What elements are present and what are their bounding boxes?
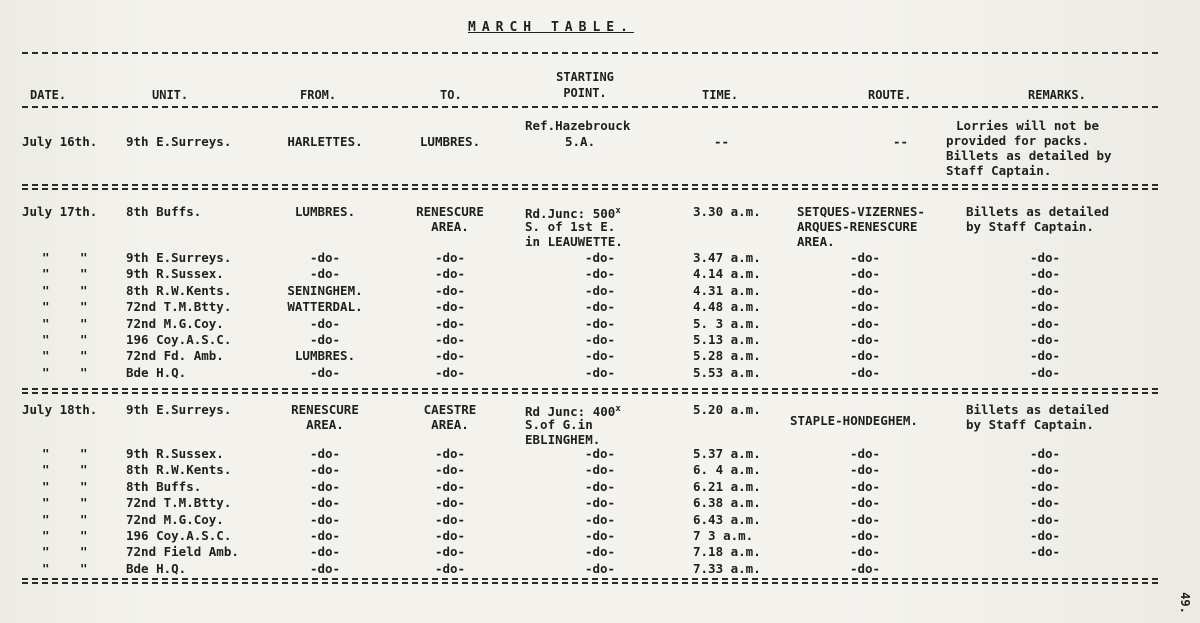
start-cell: -do- <box>584 528 616 543</box>
remarks-line-2: by Staff Captain. <box>966 417 1094 432</box>
unit-cell: 196 Coy.A.S.C. <box>126 332 232 347</box>
time-cell: 4.48 a.m. <box>693 299 761 315</box>
header-starting: STARTING <box>556 70 614 84</box>
to-cell: -do- <box>434 315 466 331</box>
unit-cell: 8th Buffs. <box>126 478 202 494</box>
header-point: POINT. <box>563 86 607 100</box>
ditto-mark-date-2: " <box>80 478 88 494</box>
ditto-mark-date-2: " <box>80 544 88 560</box>
to-cell: -do- <box>434 364 466 380</box>
route-cell: -do- <box>849 282 881 298</box>
ditto-mark-date: " <box>42 560 50 576</box>
time-cell: 5.37 a.m. <box>693 446 761 461</box>
remarks-cell: -do- <box>1029 315 1061 331</box>
time-cell: 6.43 a.m. <box>693 511 761 527</box>
start-cell: -do- <box>584 478 616 494</box>
unit-cell: 72nd Field Amb. <box>126 544 239 560</box>
ditto-mark-date: " <box>42 528 50 543</box>
remarks-cell: -do- <box>1029 282 1061 298</box>
unit-cell: Bde H.Q. <box>126 560 187 576</box>
ditto-mark-date: " <box>42 446 50 461</box>
remarks-line-4: Staff Captain. <box>946 163 1052 178</box>
remarks-cell: -do- <box>1029 495 1061 511</box>
remarks-cell: -do- <box>1029 528 1061 543</box>
start-cell: -do- <box>584 348 616 364</box>
start-line-1: Ref.Hazebrouck <box>525 118 631 133</box>
from-line-2: AREA. <box>306 417 344 432</box>
to-line-2: AREA. <box>431 219 469 234</box>
from-cell: -do- <box>309 495 341 511</box>
from-cell: -do- <box>309 511 341 527</box>
route-cell: -do- <box>849 266 881 282</box>
header-time: TIME. <box>702 88 739 102</box>
start-cell: -do- <box>584 446 616 461</box>
remarks-cell: -do- <box>1029 332 1061 347</box>
header-date: DATE. <box>30 88 67 102</box>
start-cell: -do- <box>584 544 616 560</box>
ditto-mark-date: " <box>42 544 50 560</box>
from-cell: -do- <box>309 315 341 331</box>
remarks-cell: -do- <box>1029 364 1061 380</box>
route-line-1: SETQUES-VIZERNES- <box>797 204 925 219</box>
ditto-mark-date: " <box>42 315 50 331</box>
ditto-mark-date: " <box>42 495 50 511</box>
time-cell: 7 3 a.m. <box>693 528 754 543</box>
unit-cell: 9th R.Sussex. <box>126 446 224 461</box>
route-cell: -do- <box>849 348 881 364</box>
to-cell: -do- <box>434 495 466 511</box>
ditto-mark-date: " <box>42 348 50 364</box>
ditto-mark-date: " <box>42 364 50 380</box>
start-cell: -do- <box>584 315 616 331</box>
ditto-mark-date-2: " <box>80 528 88 543</box>
start-superscript: x <box>615 404 621 414</box>
to-cell: -do- <box>434 528 466 543</box>
remarks-cell: -do- <box>1029 250 1061 265</box>
to-line-1: CAESTRE <box>423 402 477 417</box>
start-line-3: in LEAUWETTE. <box>525 234 623 249</box>
to-cell: -do- <box>434 282 466 298</box>
route-cell: -do- <box>849 332 881 347</box>
time-cell: 6.38 a.m. <box>693 495 761 511</box>
route-cell: -do- <box>849 364 881 380</box>
time-cell: 4.31 a.m. <box>693 282 761 298</box>
date-cell: July 17th. <box>22 204 98 219</box>
ditto-mark-date: " <box>42 299 50 315</box>
unit-cell: 9th E.Surreys. <box>126 402 232 417</box>
route-cell: -do- <box>849 250 881 265</box>
to-cell: -do- <box>434 332 466 347</box>
ditto-mark-date: " <box>42 462 50 478</box>
route-cell: -do- <box>849 299 881 315</box>
header-divider <box>22 106 1158 108</box>
to-cell: -do- <box>434 348 466 364</box>
start-cell: -do- <box>584 560 616 576</box>
remarks-line-1: Billets as detailed <box>966 402 1109 417</box>
to-cell: -do- <box>434 511 466 527</box>
unit-cell: 9th R.Sussex. <box>126 266 224 282</box>
to-cell: LUMBRES. <box>419 134 481 149</box>
to-cell: -do- <box>434 560 466 576</box>
ditto-mark-date-2: " <box>80 250 88 265</box>
unit-cell: 8th R.W.Kents. <box>126 462 232 478</box>
remarks-cell: -do- <box>1029 446 1061 461</box>
route-cell: -do- <box>849 462 881 478</box>
ditto-mark-date: " <box>42 266 50 282</box>
from-cell: -do- <box>309 446 341 461</box>
remarks-line-1: Billets as detailed <box>966 204 1109 219</box>
to-cell: -do- <box>434 250 466 265</box>
remarks-line-2: by Staff Captain. <box>966 219 1094 234</box>
route-cell: -do- <box>849 315 881 331</box>
header-to: TO. <box>440 88 462 102</box>
header-unit: UNIT. <box>152 88 189 102</box>
ditto-mark-date-2: " <box>80 348 88 364</box>
from-line-1: RENESCURE <box>291 402 359 417</box>
from-cell: HARLETTES. <box>287 134 363 149</box>
time-cell: 3.30 a.m. <box>693 204 761 219</box>
unit-cell: 72nd M.G.Coy. <box>126 511 224 527</box>
route-cell: -do- <box>849 544 881 560</box>
from-cell: -do- <box>309 478 341 494</box>
route-cell: -- <box>893 134 909 149</box>
ditto-mark-date: " <box>42 250 50 265</box>
to-line-2: AREA. <box>431 417 469 432</box>
start-line-3: EBLINGHEM. <box>525 432 601 447</box>
ditto-mark-date-2: " <box>80 364 88 380</box>
start-cell: -do- <box>584 495 616 511</box>
route-cell: -do- <box>849 560 881 576</box>
route-cell: -do- <box>849 528 881 543</box>
remarks-cell: -do- <box>1029 462 1061 478</box>
route-line-2: ARQUES-RENESCURE <box>797 219 918 234</box>
unit-cell: 72nd T.M.Btty. <box>126 495 232 511</box>
ditto-mark-date-2: " <box>80 446 88 461</box>
start-cell: -do- <box>584 364 616 380</box>
ditto-mark-date-2: " <box>80 282 88 298</box>
remarks-cell: -do- <box>1029 511 1061 527</box>
remarks-cell: -do- <box>1029 266 1061 282</box>
from-cell: WATTERDAL. <box>287 299 363 315</box>
time-cell: 3.47 a.m. <box>693 250 761 265</box>
from-cell: -do- <box>309 332 341 347</box>
start-superscript: x <box>615 206 621 216</box>
route-cell: -do- <box>849 446 881 461</box>
remarks-cell: -do- <box>1029 544 1061 560</box>
block-divider-2 <box>22 388 1158 390</box>
from-cell: LUMBRES. <box>294 204 356 219</box>
remarks-cell: -do- <box>1029 299 1061 315</box>
route-cell: -do- <box>849 478 881 494</box>
ditto-mark-date-2: " <box>80 299 88 315</box>
header-from: FROM. <box>300 88 337 102</box>
time-cell: 5.28 a.m. <box>693 348 761 364</box>
start-cell: -do- <box>584 511 616 527</box>
block-divider-1 <box>22 184 1158 186</box>
start-line-2: S. of 1st E. <box>525 219 616 234</box>
from-cell: -do- <box>309 528 341 543</box>
route-line-3: AREA. <box>797 234 835 249</box>
start-cell: -do- <box>584 462 616 478</box>
ditto-mark-date: " <box>42 511 50 527</box>
ditto-mark-date: " <box>42 478 50 494</box>
from-cell: -do- <box>309 544 341 560</box>
remarks-cell: -do- <box>1029 478 1061 494</box>
start-cell: -do- <box>584 266 616 282</box>
document-title: MARCH TABLE. <box>468 20 634 35</box>
unit-cell: 9th E.Surreys. <box>126 250 232 265</box>
header-route: ROUTE. <box>868 88 912 102</box>
to-cell: -do- <box>434 266 466 282</box>
time-cell: 4.14 a.m. <box>693 266 761 282</box>
date-cell: July 16th. <box>22 134 98 149</box>
to-cell: -do- <box>434 462 466 478</box>
start-cell: -do- <box>584 250 616 265</box>
from-cell: -do- <box>309 560 341 576</box>
from-cell: -do- <box>309 364 341 380</box>
unit-cell: 8th R.W.Kents. <box>126 282 232 298</box>
time-cell: 5.13 a.m. <box>693 332 761 347</box>
to-cell: -do- <box>434 478 466 494</box>
unit-cell: Bde H.Q. <box>126 364 187 380</box>
remarks-line-2: provided for packs. <box>946 133 1089 148</box>
start-cell: -do- <box>584 299 616 315</box>
time-cell: -- <box>714 134 730 149</box>
unit-cell: 72nd Fd. Amb. <box>126 348 224 364</box>
to-line-1: RENESCURE <box>416 204 484 219</box>
time-cell: 7.33 a.m. <box>693 560 761 576</box>
from-cell: -do- <box>309 250 341 265</box>
start-line-2: 5.A. <box>565 134 596 149</box>
route-cell: -do- <box>849 511 881 527</box>
route-cell: STAPLE-HONDEGHEM. <box>790 413 918 428</box>
to-cell: -do- <box>434 544 466 560</box>
start-text: Rd Junc: 400 <box>525 404 616 420</box>
header-remarks: REMARKS. <box>1028 88 1086 102</box>
ditto-mark-date-2: " <box>80 266 88 282</box>
unit-cell: 9th E.Surreys. <box>126 134 232 149</box>
time-cell: 5.53 a.m. <box>693 364 761 380</box>
unit-cell: 72nd T.M.Btty. <box>126 299 232 315</box>
remarks-line-3: Billets as detailed by <box>946 148 1112 163</box>
from-cell: -do- <box>309 462 341 478</box>
time-cell: 6. 4 a.m. <box>693 462 761 478</box>
top-divider <box>22 52 1158 54</box>
ditto-mark-date: " <box>42 282 50 298</box>
time-cell: 6.21 a.m. <box>693 478 761 494</box>
from-cell: -do- <box>309 266 341 282</box>
start-line-2: S.of G.in <box>525 417 593 432</box>
unit-cell: 196 Coy.A.S.C. <box>126 528 232 543</box>
ditto-mark-date-2: " <box>80 462 88 478</box>
from-cell: LUMBRES. <box>294 348 356 364</box>
time-cell: 5.20 a.m. <box>693 402 761 417</box>
ditto-mark-date-2: " <box>80 332 88 347</box>
ditto-mark-date-2: " <box>80 511 88 527</box>
start-cell: -do- <box>584 282 616 298</box>
bottom-divider <box>22 578 1158 580</box>
to-cell: -do- <box>434 446 466 461</box>
remarks-cell: -do- <box>1029 348 1061 364</box>
start-text: Rd.Junc: 500 <box>525 206 616 222</box>
from-cell: SENINGHEM. <box>287 282 363 298</box>
route-cell: -do- <box>849 495 881 511</box>
ditto-mark-date-2: " <box>80 495 88 511</box>
start-cell: -do- <box>584 332 616 347</box>
date-cell: July 18th. <box>22 402 98 417</box>
page-number: 49. <box>1178 592 1193 614</box>
ditto-mark-date: " <box>42 332 50 347</box>
remarks-line-1: Lorries will not be <box>956 118 1099 133</box>
time-cell: 5. 3 a.m. <box>693 315 761 331</box>
time-cell: 7.18 a.m. <box>693 544 761 560</box>
to-cell: -do- <box>434 299 466 315</box>
unit-cell: 8th Buffs. <box>126 204 202 219</box>
ditto-mark-date-2: " <box>80 560 88 576</box>
ditto-mark-date-2: " <box>80 315 88 331</box>
unit-cell: 72nd M.G.Coy. <box>126 315 224 331</box>
